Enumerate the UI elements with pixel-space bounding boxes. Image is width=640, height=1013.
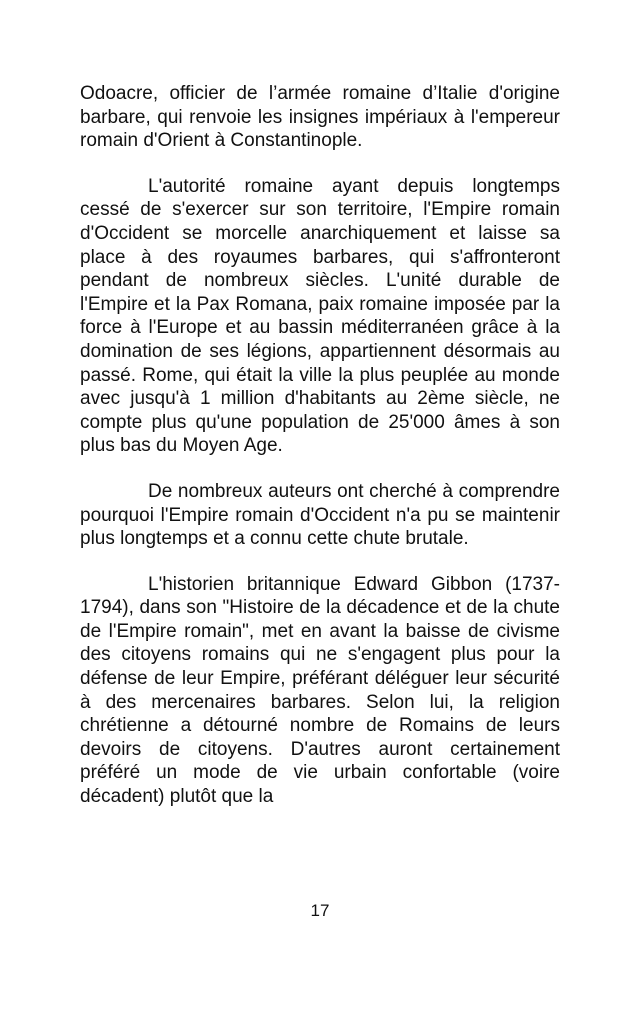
page-body [80,82,560,809]
paragraph-authors: De nombreux auteurs ont cherché à comprendre pourquoi l'Empire romain d'Occident n'a pu se maintenir plus longtemps et a connu cette chute brutale. [80,480,560,550]
paragraph-roman-authority: L'autorité romaine ayant depuis longtemps cessé de s'exercer sur son territoire, l'Empire romain d'Occident se morcelle anarchiquement et laisse sa place à des royaumes barbares, qui s'affronteront pendant de nombreux siècles. L'unité durable de l'Empire et la Pax Romana, paix romaine imposée par la force à l'Europe et au bassin méditerranéen grâce à la domination de ses légions, appartiennent désormais au passé. Rome, qui était la ville la plus peuplée au monde avec jusqu'à 1 million d'habitants au 2ème siècle, ne compte plus qu'une population de 25'000 âmes à son plus bas du Moyen Age. [80,175,560,457]
page-number: 17 [310,901,330,920]
paragraph-odoacre: Odoacre, officier de l’armée romaine d’Italie d'origine barbare, qui renvoie les insignes impériaux à l'empereur romain d'Orient à Constantinople. [80,83,560,152]
paragraph-gibbon: L'historien britannique Edward Gibbon (1737-1794), dans son "Histoire de la décadence et de la chute de l'Empire romain", met en avant la baisse de civisme des citoyens romains qui ne s'engagent plus pour la défense de leur Empire, préférant déléguer leur sécurité à des mercenaires barbares. Selon lui, la religion chrétienne a détourné nombre de Romains de leurs devoirs de citoyens. D'autres auront certainement préféré un mode de vie urbain confortable (voire décadent) plutôt que la [80,573,560,808]
